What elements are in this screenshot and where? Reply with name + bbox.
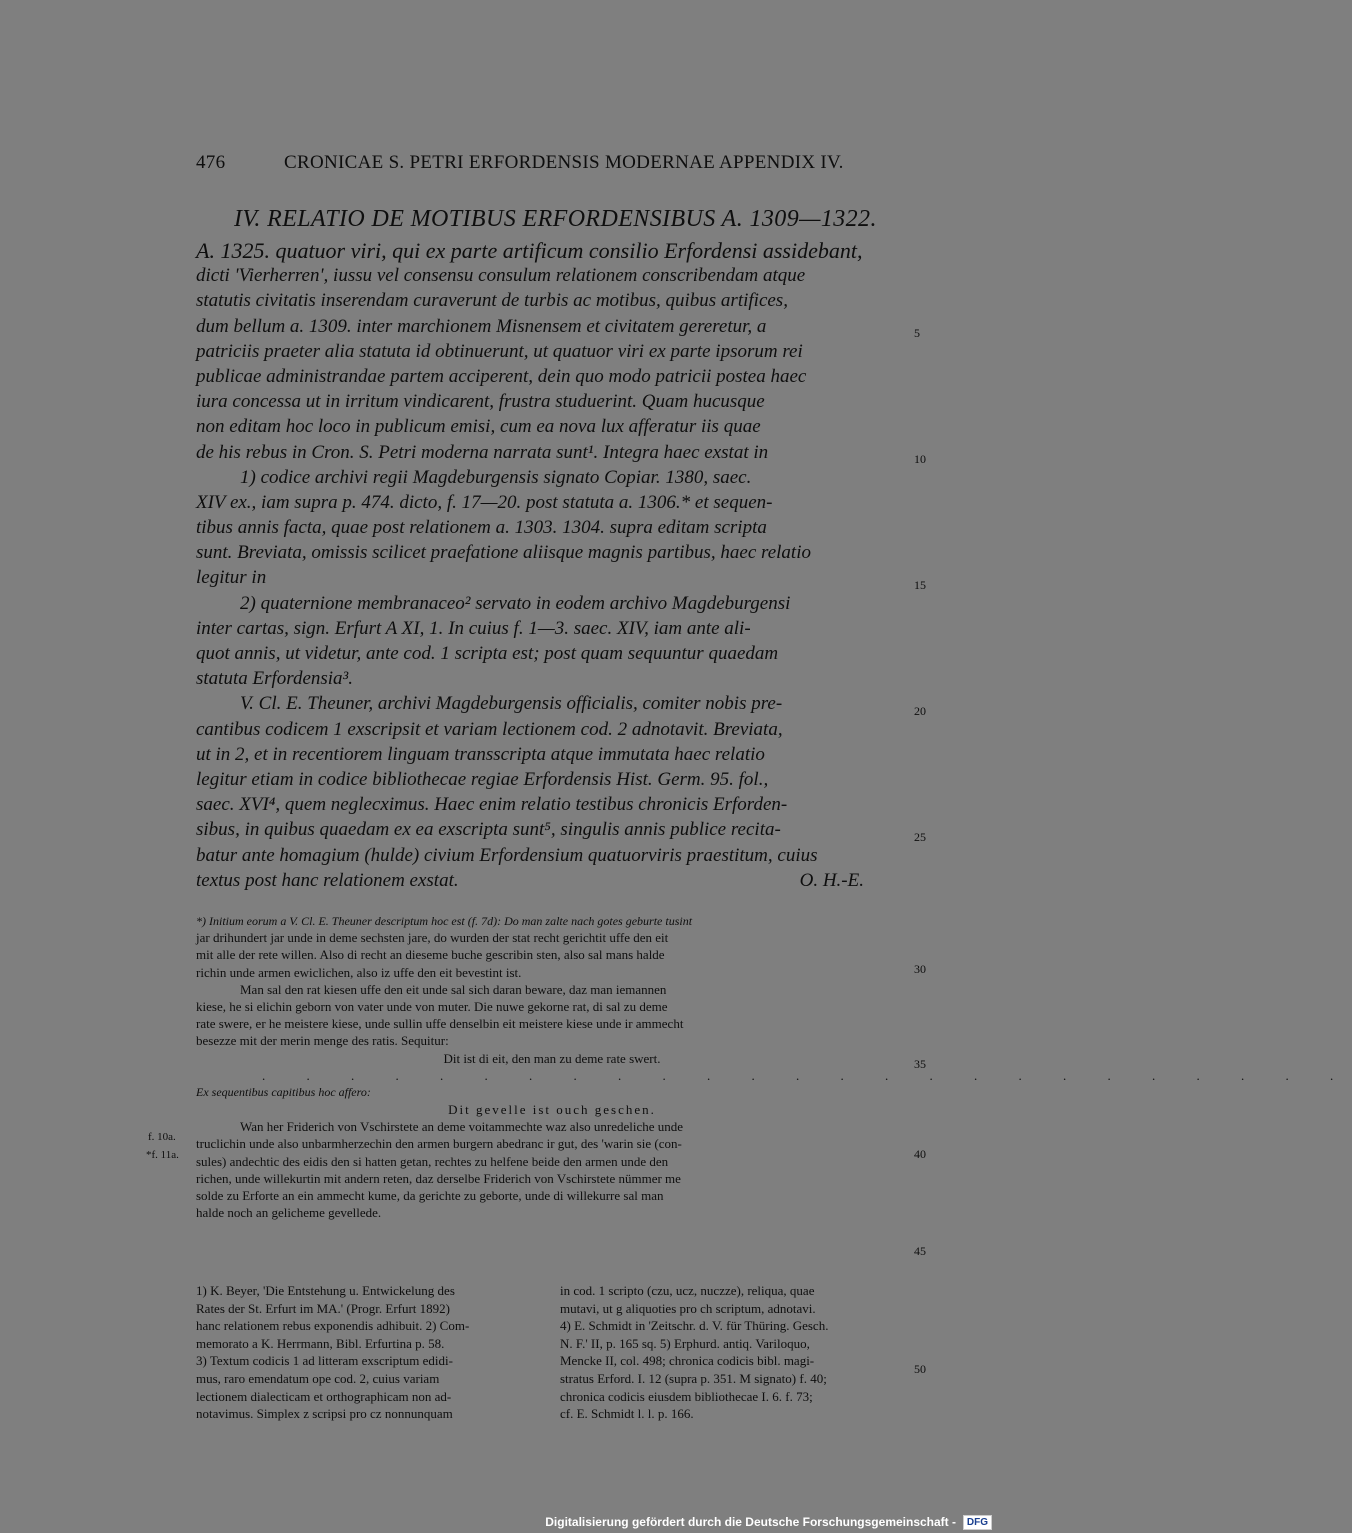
line-number: 35 [914, 1057, 926, 1071]
source-line: jar drihundert jar unde in deme sechsten jare, do wurden der stat recht gerichtit uffe den eit [196, 930, 669, 946]
footnote-line: 4) E. Schmidt in 'Zeitschr. d. V. für Thüring. Gesch. [560, 1318, 829, 1334]
main-line: legitur etiam in codice bibliothecae regiae Erfordensis Hist. Germ. 95. fol., [196, 768, 769, 790]
source-line: Wan her Friderich von Vschirstete an deme voitammechte waz also unredeliche unde [240, 1119, 684, 1135]
main-line: statutis civitatis inserendam curaverunt de turbis ac motibus, quibus artifices, [196, 290, 788, 312]
footnote-line: Rates der St. Erfurt im MA.' (Progr. Erfurt 1892) [196, 1300, 450, 1316]
source-line: Dit ist di eit, den man zu deme rate swert. [443, 1050, 661, 1066]
main-line: batur ante homagium (hulde) civium Erfordensium quatuorviris praestitum, cuius [196, 844, 818, 866]
main-line: tibus annis facta, quae post relationem a. 1303. 1304. supra editam scripta [196, 517, 767, 539]
source-line: halde noch an gelicheme gevellede. [196, 1205, 382, 1221]
main-text [196, 238, 908, 893]
footnote-line: lectionem dialecticam et orthographicam non ad- [196, 1388, 452, 1404]
footnote-line: hanc relationem rebus exponendis adhibuit. 2) Com- [196, 1318, 470, 1334]
footnote-line: Mencke II, col. 498; chronica codicis bibl. magi- [560, 1353, 815, 1369]
source-line-text: *) Initium eorum a V. Cl. E. Theuner descriptum hoc est (f. 7d): Do man zalte nach gotes geburte tusint [196, 914, 693, 928]
main-line: sunt. Breviata, omissis scilicet praefatione aliisque magnis partibus, haec relatio [196, 542, 811, 564]
main-line: ut in 2, et in recentiorem linguam transscripta atque immutata haec relatio [196, 743, 765, 765]
page-number: 476 [196, 152, 226, 173]
digitization-credit: Digitalisierung gefördert durch die Deutsche Forschungsgemeinschaft - [545, 1515, 956, 1529]
footnotes-left-column [196, 1282, 544, 1423]
author-signature: O. H.-E. [799, 869, 864, 891]
line-number: 20 [914, 704, 926, 718]
main-line: quot annis, ut videtur, ante cod. 1 scripta est; post quam sequuntur quaedam [196, 643, 779, 664]
main-line: 2) quaternione membranaceo² servato in eodem archivo Magdeburgensi [240, 592, 791, 614]
source-line: besezze mit der merin menge des ratis. Sequitur: [196, 1033, 449, 1049]
running-title: CRONICAE S. PETRI ERFORDENSIS MODERNAE APPENDIX IV. [284, 152, 844, 173]
source-line: mit alle der rete willen. Also di recht an dieseme buche gescribin sten, also sal mans halde [196, 947, 665, 963]
footnotes-right-column [560, 1282, 910, 1423]
main-line: inter cartas, sign. Erfurt A XI, 1. In cuius f. 1—3. saec. XIV, iam ante ali- [196, 617, 751, 639]
main-line: XIV ex., iam supra p. 474. dicto, f. 17—20. post statuta a. 1306.* et sequen- [196, 491, 773, 513]
source-line: richin unde armen ewiclichen, also iz uffe den eit bevestint ist. [196, 964, 522, 980]
source-line: truclichin unde also unbarmherzechin den armen burgern abedranc ir gut, des 'warin sie (con- [196, 1136, 682, 1152]
dfg-logo: DFG [963, 1515, 992, 1530]
source-line [196, 912, 908, 929]
footnote-line: memorato a K. Herrmann, Bibl. Erfurtina p. 58. [196, 1335, 445, 1351]
section-title: IV. RELATIO DE MOTIBUS ERFORDENSIBUS A. 1309—1322. [234, 206, 877, 232]
main-line: iura concessa ut in irritum vindicarent, frustra studuerint. Quam hucusque [196, 391, 765, 413]
source-line: Ex sequentibus capitibus hoc affero: [196, 1084, 371, 1099]
footnote-line: mutavi, ut g aliquoties pro ch scriptum, adnotavi. [560, 1300, 816, 1316]
source-line: Dit gevelle ist ouch geschen. [448, 1102, 656, 1118]
source-line: kiese, he si elichin geborn von vater unde von muter. Die nuwe gekorne rat, di sal zu deme [196, 998, 668, 1014]
source-line: solde zu Erforte an ein ammecht kume, da gerichte zu geborte, unde di willekurre sal man [196, 1188, 664, 1203]
line-number: 25 [914, 830, 926, 844]
main-line: 1) codice archivi regii Magdeburgensis signato Copiar. 1380, saec. [240, 466, 752, 488]
main-line: patriciis praeter alia statuta id obtinuerunt, ut quatuor viri ex parte ipsorum rei [196, 340, 803, 362]
line-number: 45 [914, 1244, 926, 1258]
line-number: 30 [914, 962, 926, 976]
source-line: rate swere, er he meistere kiese, unde sullin uffe denselbin eit meistere kiese unde ir ammecht [196, 1016, 684, 1032]
main-line: cantibus codicem 1 exscripsit et variam lectionem cod. 2 adnotavit. Breviata, [196, 718, 783, 740]
main-line: A. 1325. quatuor viri, qui ex parte artificum consilio Erfordensi assidebant, [196, 238, 863, 263]
main-line: dum bellum a. 1309. inter marchionem Misnensem et civitatem gereretur, a [196, 315, 767, 337]
footnote-line: 3) Textum codicis 1 ad litteram exscriptum edidi- [196, 1353, 453, 1369]
line-number: 10 [914, 452, 926, 466]
footnote-line: 1) K. Beyer, 'Die Entstehung u. Entwickelung des [196, 1283, 455, 1298]
source-line: sules) andechtic des eidis den si hatten getan, rechtes zu helfene beide den armen unde den [196, 1153, 669, 1169]
footnote-line: stratus Erford. I. 12 (supra p. 351. M signato) f. 40; [560, 1370, 827, 1386]
main-line: V. Cl. E. Theuner, archivi Magdeburgensis officialis, comiter nobis pre- [240, 693, 783, 715]
margin-folio-note: *f. 11a. [146, 1149, 179, 1161]
main-line: statuta Erfordensia³. [196, 668, 354, 690]
footnote-line: chronica codicis eiusdem bibliothecae I. 6. f. 73; [560, 1388, 813, 1404]
line-number: 40 [914, 1147, 926, 1161]
footnote-line: notavimus. Simplex z scripsi pro cz nonnunquam [196, 1406, 453, 1422]
main-line: dicti 'Vierherren', iussu vel consensu consulum relationem conscribendam atque [196, 265, 806, 287]
main-line: de his rebus in Cron. S. Petri moderna narrata sunt¹. Integra haec exstat in [196, 441, 769, 463]
source-line: Man sal den rat kiesen uffe den eit unde sal sich daran beware, daz man iemannen [240, 981, 667, 997]
margin-folio-note: f. 10a. [148, 1131, 176, 1143]
footnote-line: N. F.' II, p. 165 sq. 5) Erphurd. antiq. Variloquo, [560, 1335, 810, 1351]
footnote-line: mus, raro emendatum ope cod. 2, cuius variam [196, 1370, 440, 1386]
ellipsis-line: . . . . . . . . . . . . . . . . . . . . . . . . . [262, 1067, 1352, 1083]
line-number: 15 [914, 578, 926, 592]
main-line: saec. XVI⁴, quem neglecximus. Haec enim relatio testibus chronicis Erforden- [196, 794, 788, 816]
main-line: legitur in [196, 567, 267, 589]
main-line: non editam hoc loco in publicum emisi, cum ea nova lux afferatur iis quae [196, 416, 761, 438]
main-line [196, 868, 908, 893]
line-number: 50 [914, 1362, 926, 1376]
footnote-line: in cod. 1 scripto (czu, ucz, nuczze), reliqua, quae [560, 1283, 815, 1298]
main-line: publicae administrandae partem acciperent, dein quo modo patricii postea haec [196, 365, 807, 387]
line-number: 5 [914, 326, 920, 340]
footnote-line: cf. E. Schmidt l. l. p. 166. [560, 1406, 694, 1422]
source-line: richen, unde willekurtin mit andern reten, daz derselbe Friderich von Vschirstete nümmer me [196, 1170, 681, 1186]
main-line-text: textus post hanc relationem exstat. [196, 869, 459, 891]
main-line: sibus, in quibus quaedam ex ea exscripta sunt⁵, singulis annis publice recita- [196, 819, 781, 841]
